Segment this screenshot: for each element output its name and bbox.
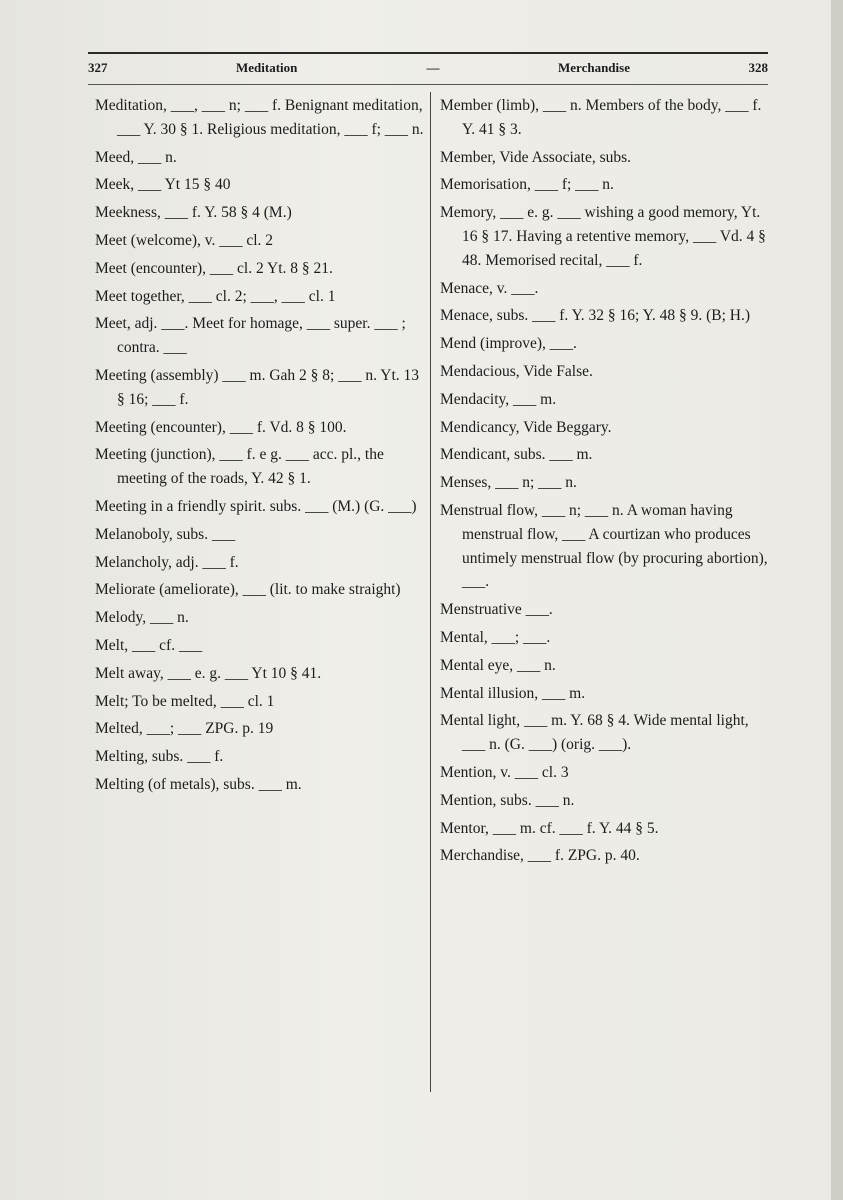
dictionary-entry: Mental eye, ___ n. [440, 656, 556, 674]
column-divider [430, 92, 431, 1092]
dictionary-entry: Mendacity, ___ m. [440, 390, 557, 408]
dictionary-entry: Menstruative ___. [440, 601, 553, 619]
dictionary-entry: Member, Vide Associate, subs. [440, 148, 632, 166]
dictionary-entry: Melting, subs. ___ f. [95, 748, 224, 766]
running-head-right: Merchandise [558, 60, 630, 75]
dictionary-entry: Mental illusion, ___ m. [440, 684, 586, 702]
dictionary-entry: Merchandise, ___ f. ZPG. p. 40. [440, 847, 640, 865]
dictionary-entry: Meet, adj. ___. Meet for homage, ___ super. ___ ; contra. ___ [95, 315, 406, 357]
dictionary-entry: Mentor, ___ m. cf. ___ f. Y. 44 § 5. [440, 819, 659, 837]
dictionary-entry: Mend (improve), ___. [440, 335, 577, 353]
dictionary-entry: Melt; To be melted, ___ cl. 1 [95, 692, 275, 710]
dictionary-entry: Mendacious, Vide False. [440, 362, 593, 380]
dictionary-entry: Memory, ___ e. g. ___ wishing a good memory, Yt. 16 § 17. Having a retentive memory, ___ Vd. 4 § 48. Memorised recital, ___ f. [440, 204, 766, 269]
dictionary-entry: Mention, v. ___ cl. 3 [440, 763, 569, 781]
dictionary-entry: Menace, v. ___. [440, 279, 539, 297]
running-header [88, 60, 768, 82]
dictionary-entry: Meet together, ___ cl. 2; ___, ___ cl. 1 [95, 287, 336, 305]
page-number-left: 327 [88, 60, 108, 75]
dictionary-entry: Menses, ___ n; ___ n. [440, 474, 577, 492]
dictionary-entry: Member (limb), ___ n. Members of the body, ___ f. Y. 41 § 3. [440, 97, 762, 138]
dictionary-entry: Memorisation, ___ f; ___ n. [440, 176, 614, 194]
page-edge [831, 0, 843, 1200]
dictionary-entry: Meditation, ___, ___ n; ___ f. Benignant meditation, ___ Y. 30 § 1. Religious meditation, ___ f; ___ n. [95, 97, 424, 138]
top-rule [88, 52, 768, 54]
dictionary-entry: Mention, subs. ___ n. [440, 791, 575, 809]
running-head-left: Meditation [236, 60, 298, 75]
dictionary-entry: Meeting in a friendly spirit. subs. ___ (M.) (G. ___) [95, 497, 417, 515]
dictionary-entry: Mendicancy, Vide Beggary. [440, 418, 612, 436]
dictionary-entry: Melted, ___; ___ ZPG. p. 19 [95, 720, 274, 738]
dictionary-entry: Meed, ___ n. [95, 148, 177, 166]
header-rule [88, 84, 768, 85]
dictionary-entry: Menace, subs. ___ f. Y. 32 § 16; Y. 48 § 9. (B; H.) [440, 307, 750, 325]
dictionary-entry: Melt, ___ cf. ___ [95, 636, 203, 654]
dictionary-entry: Meet (welcome), v. ___ cl. 2 [95, 231, 274, 249]
page-number-right: 328 [748, 60, 768, 75]
dictionary-entry: Mendicant, subs. ___ m. [440, 446, 593, 464]
dictionary-entry: Mental light, ___ m. Y. 68 § 4. Wide mental light, ___ n. (G. ___) (orig. ___). [440, 712, 749, 754]
dictionary-entry: Melancholy, adj. ___ f. [95, 553, 239, 571]
dictionary-entry: Melt away, ___ e. g. ___ Yt 10 § 41. [95, 664, 322, 682]
dictionary-entry: Meliorate (ameliorate), ___ (lit. to make straight) [95, 581, 401, 599]
header-dash: — [426, 60, 440, 75]
dictionary-entry: Meeting (assembly) ___ m. Gah 2 § 8; ___ n. Yt. 13 § 16; ___ f. [95, 366, 420, 408]
left-column [95, 94, 425, 801]
dictionary-entry: Mental, ___; ___. [440, 628, 551, 646]
dictionary-entry: Melting (of metals), subs. ___ m. [95, 775, 302, 793]
dictionary-entry: Melody, ___ n. [95, 609, 189, 627]
dictionary-entry: Meek, ___ Yt 15 § 40 [95, 176, 231, 194]
dictionary-entry: Melanoboly, subs. ___ [95, 525, 236, 543]
dictionary-entry: Meekness, ___ f. Y. 58 § 4 (M.) [95, 204, 292, 222]
dictionary-entry: Meeting (encounter), ___ f. Vd. 8 § 100. [95, 418, 347, 436]
dictionary-entry: Menstrual flow, ___ n; ___ n. A woman having menstrual flow, ___ A courtizan who produces untimely menstrual flow (by procuring abortion), ___. [440, 501, 768, 591]
dictionary-entry: Meet (encounter), ___ cl. 2 Yt. 8 § 21. [95, 259, 333, 277]
dictionary-entry: Meeting (junction), ___ f. e g. ___ acc. pl., the meeting of the roads, Y. 42 § 1. [95, 446, 384, 488]
right-column [440, 94, 770, 872]
